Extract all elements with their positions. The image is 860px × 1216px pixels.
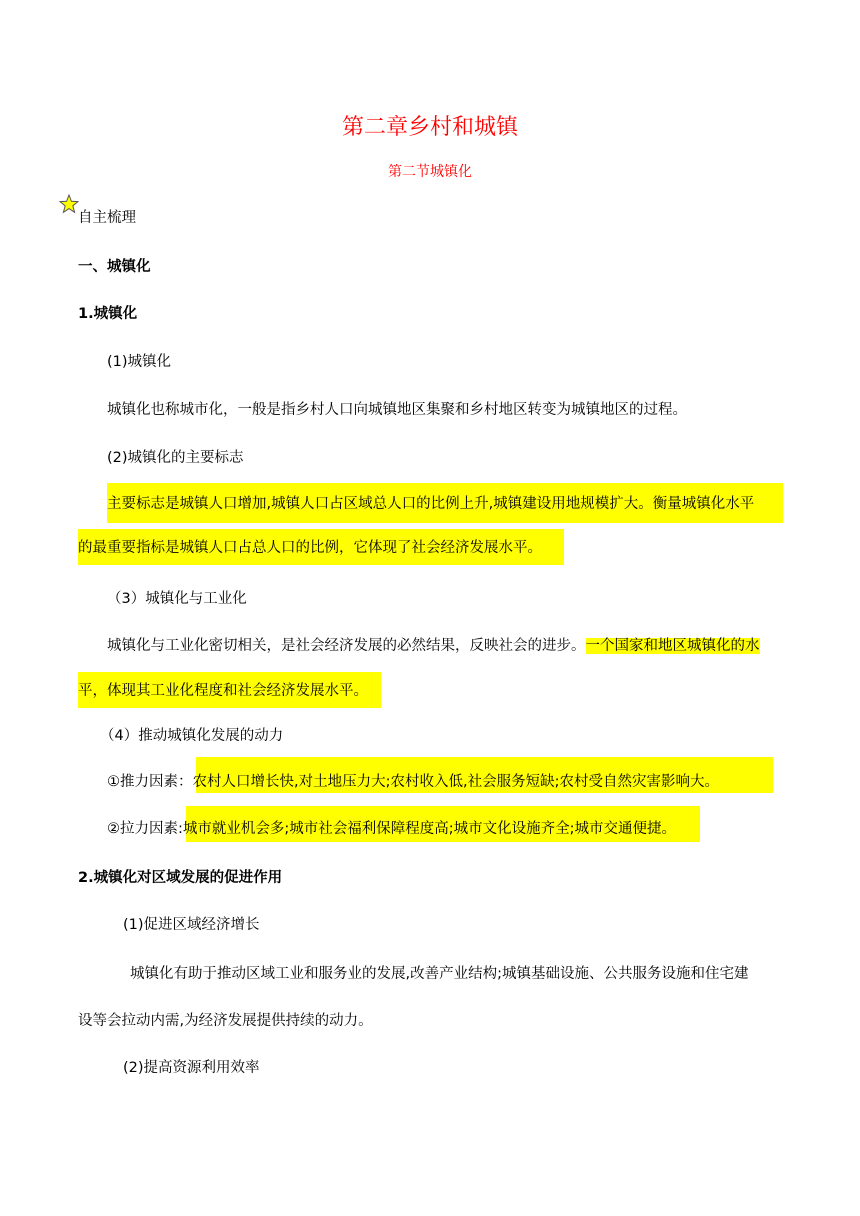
paragraph-growth-line1: 城镇化有助于推动区域工业和服务业的发展,改善产业结构;城镇基础设施、公共服务设施和住宅建 — [130, 966, 749, 982]
star-icon — [59, 194, 79, 214]
paragraph-industrialization-line2: 平，体现其工业化程度和社会经济发展水平。 — [78, 683, 368, 699]
push-text: 农村人口增长快,对土地压力大;农村收入低,社会服务短缺;农村受自然灾害影响大。 — [192, 774, 719, 790]
subheading-p1: (1)促进区域经济增长 — [123, 917, 260, 933]
section-subtitle: 第二节城镇化 — [388, 164, 472, 180]
subheading-1: (1)城镇化 — [107, 354, 172, 370]
paragraph-definition: 城镇化也称城市化，一般是指乡村人口向城镇地区集聚和乡村地区转变为城镇地区的过程。 — [107, 402, 687, 418]
subheading-2: (2)城镇化的主要标志 — [107, 450, 244, 466]
heading-urbanization: 一、城镇化 — [78, 259, 151, 275]
plain-text: 城镇化与工业化密切相关，是社会经济发展的必然结果，反映社会的进步。 — [107, 638, 586, 654]
paragraph-industrialization-line1 — [107, 635, 760, 657]
push-label: ①推力因素： — [107, 774, 193, 790]
paragraph-growth-line2: 设等会拉动内需,为经济发展提供持续的动力。 — [78, 1013, 373, 1029]
subheading-3: （3）城镇化与工业化 — [107, 591, 247, 607]
paragraph-indicators-line1: 主要标志是城镇人口增加,城镇人口占区域总人口的比例上升,城镇建设用地规模扩大。衡量城镇化水平 — [107, 496, 755, 512]
chapter-title: 第二章乡村和城镇 — [341, 115, 518, 140]
heading-1-urbanization: 1.城镇化 — [78, 306, 138, 322]
pull-text: 城市就业机会多;城市社会福利保障程度高;城市文化设施齐全;城市交通便捷。 — [182, 821, 677, 837]
paragraph-indicators-line2: 的最重要指标是城镇人口占总人口的比例，它体现了社会经济发展水平。 — [78, 540, 542, 556]
subheading-p2: (2)提高资源利用效率 — [123, 1060, 260, 1076]
section-label: 自主梳理 — [78, 210, 136, 226]
subheading-4: （4）推动城镇化发展的动力 — [100, 728, 284, 744]
push-factors — [107, 771, 719, 793]
pull-label: ②拉力因素: — [107, 821, 183, 837]
highlighted-text: 一个国家和地区城镇化的水 — [585, 638, 760, 654]
pull-factors — [107, 818, 676, 840]
heading-2-promotion: 2.城镇化对区域发展的促进作用 — [78, 870, 283, 886]
